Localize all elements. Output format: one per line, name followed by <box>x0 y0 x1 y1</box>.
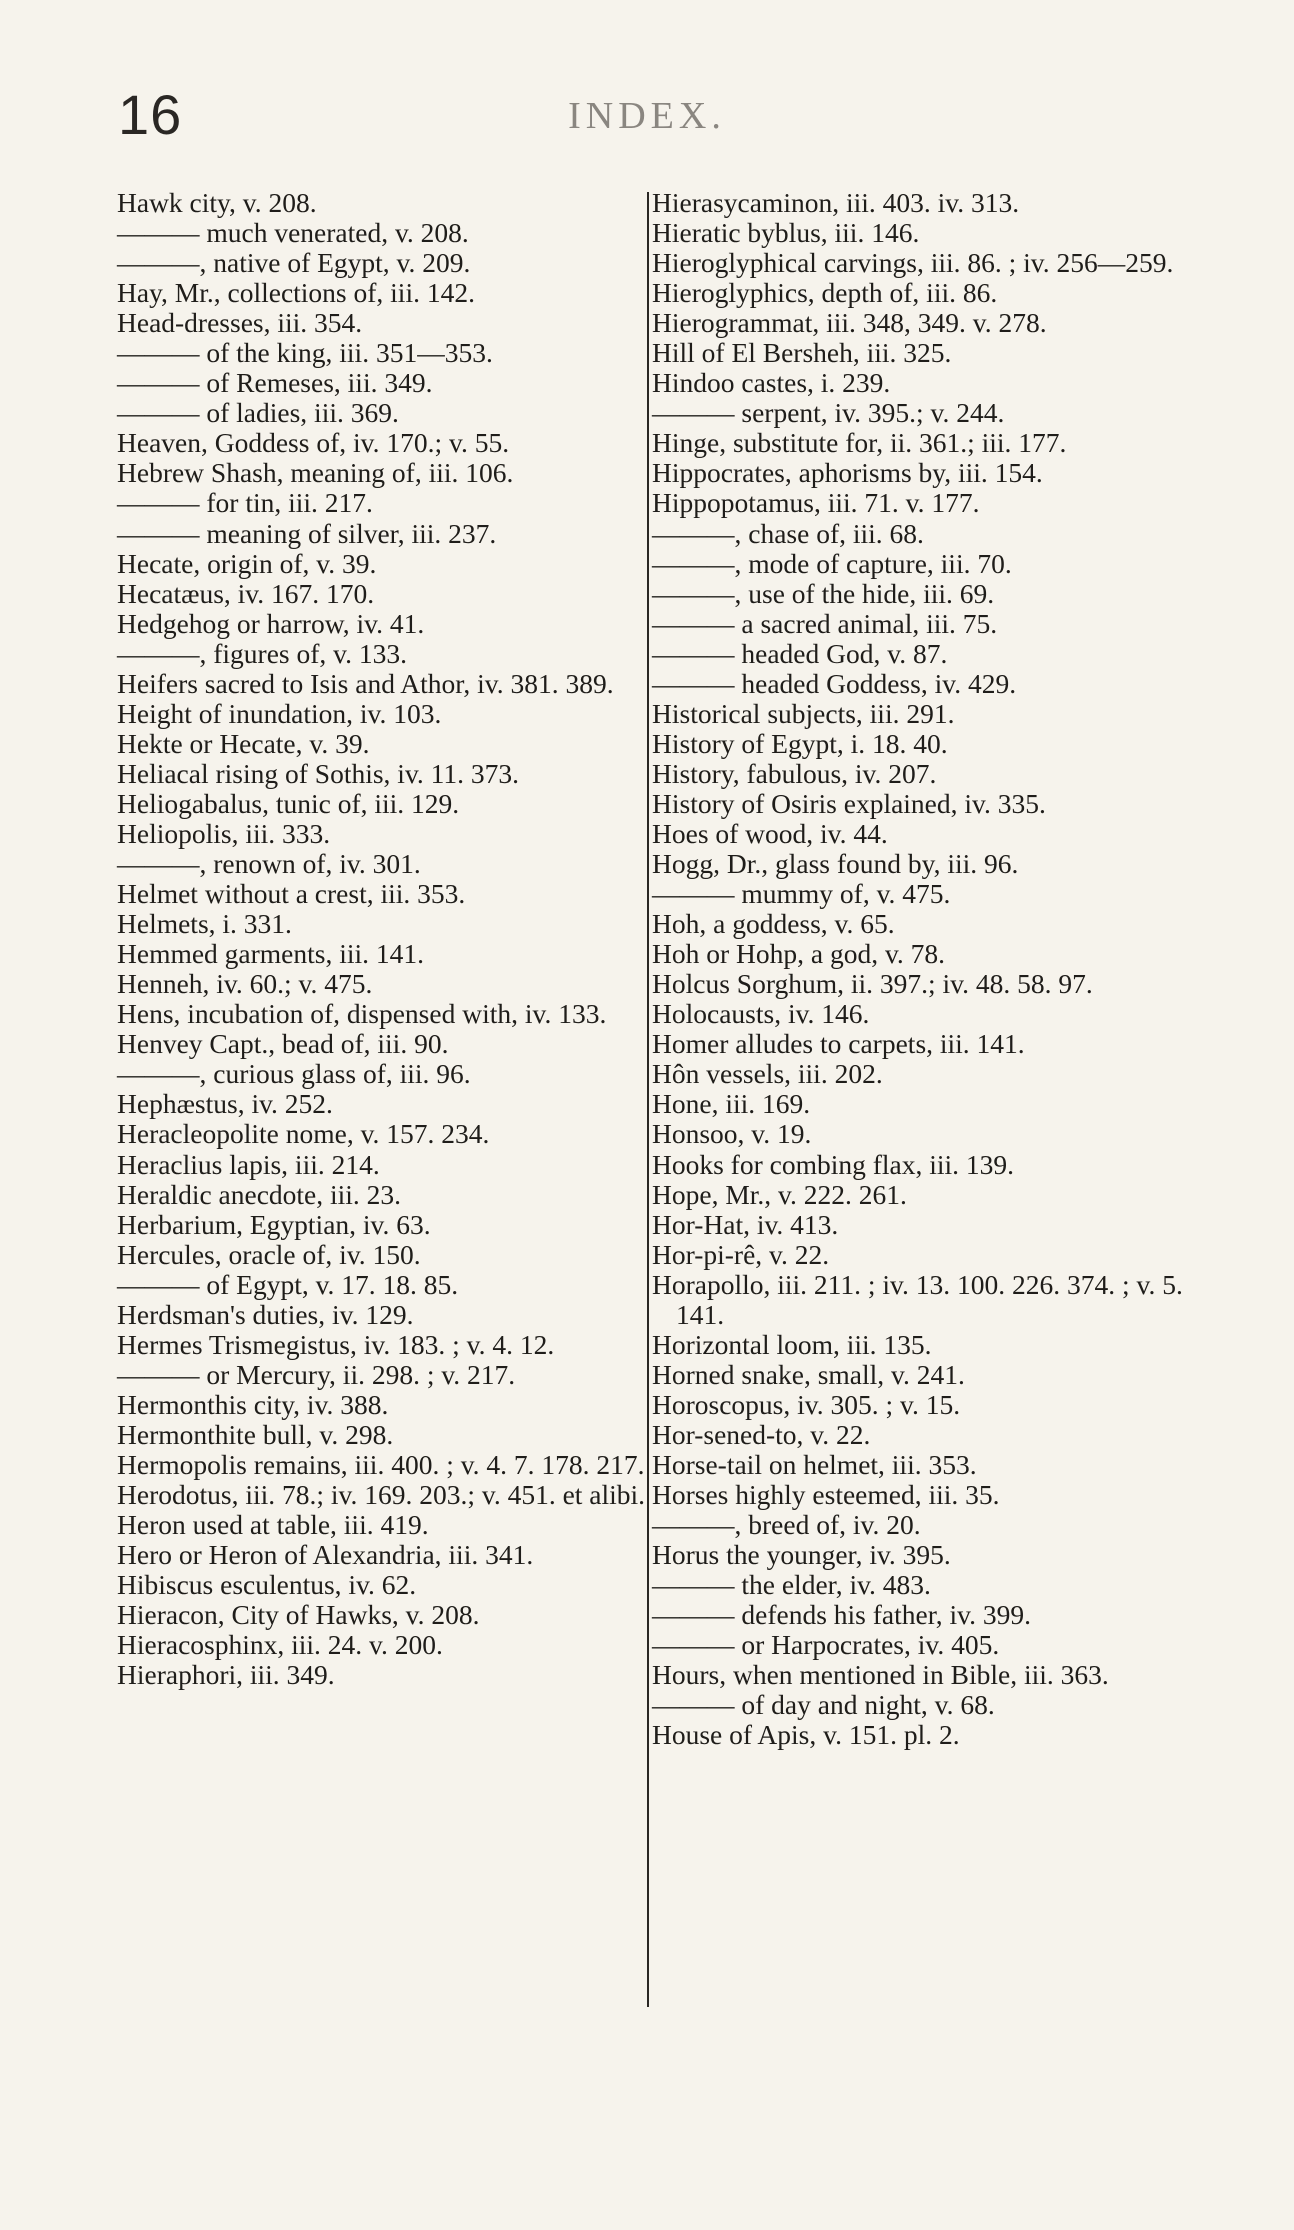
index-entry: Head-dresses, iii. 354. <box>117 307 363 339</box>
index-entry: Hor-Hat, iv. 413. <box>652 1208 839 1240</box>
index-entry: ——— or Harpocrates, iv. 405. <box>652 1629 1000 1661</box>
index-entry: Horapollo, iii. 211. ; iv. 13. 100. 226. 374. ; v. 5. 141. <box>652 1268 1183 1330</box>
index-entry: ——— of ladies, iii. 369. <box>117 397 399 429</box>
index-entry: ——— of Egypt, v. 17. 18. 85. <box>117 1268 459 1300</box>
index-entry: Heraclius lapis, iii. 214. <box>117 1148 380 1180</box>
index-entry: Height of inundation, iv. 103. <box>117 697 442 729</box>
index-entry: Hieraphori, iii. 349. <box>117 1659 335 1691</box>
index-entry: Hieroglyphical carvings, iii. 86. ; iv. 256—259. <box>652 247 1174 279</box>
index-entry: ——— headed Goddess, iv. 429. <box>652 667 1017 699</box>
index-entry: ——— of Remeses, iii. 349. <box>117 367 433 399</box>
index-entry: History of Osiris explained, iv. 335. <box>652 787 1046 819</box>
index-entry: Honsoo, v. 19. <box>652 1118 812 1150</box>
index-entry: Hill of El Bersheh, iii. 325. <box>652 337 952 369</box>
index-entry: Hindoo castes, i. 239. <box>652 367 891 399</box>
index-entry: Hermes Trismegistus, iv. 183. ; v. 4. 12. <box>117 1328 555 1360</box>
index-entry: Historical subjects, iii. 291. <box>652 697 955 729</box>
index-entry: Hoes of wood, iv. 44. <box>652 817 888 849</box>
index-entry: ———, native of Egypt, v. 209. <box>117 247 471 279</box>
index-entry: Hierogrammat, iii. 348, 349. v. 278. <box>652 307 1047 339</box>
index-entry: Hermonthis city, iv. 388. <box>117 1388 389 1420</box>
index-entry: ——— serpent, iv. 395.; v. 244. <box>652 397 1005 429</box>
index-entry: Hay, Mr., collections of, iii. 142. <box>117 277 475 309</box>
index-column-left <box>117 188 657 1690</box>
index-entry: Heracleopolite nome, v. 157. 234. <box>117 1118 490 1150</box>
index-entry: Heaven, Goddess of, iv. 170.; v. 55. <box>117 427 510 459</box>
index-entry: Hieracosphinx, iii. 24. v. 200. <box>117 1629 443 1661</box>
index-entry: Hibiscus esculentus, iv. 62. <box>117 1569 417 1601</box>
page-number: 16 <box>118 83 183 146</box>
index-entry: Horizontal loom, iii. 135. <box>652 1328 932 1360</box>
index-entry: Hoh, a goddess, v. 65. <box>652 908 895 940</box>
index-entry: ———, chase of, iii. 68. <box>652 517 924 549</box>
index-entry: ——— the elder, iv. 483. <box>652 1569 931 1601</box>
index-entry: Hecatæus, iv. 167. 170. <box>117 577 375 609</box>
index-entry: Horses highly esteemed, iii. 35. <box>652 1479 1000 1511</box>
index-entry: Horoscopus, iv. 305. ; v. 15. <box>652 1388 961 1420</box>
running-head: INDEX. <box>568 95 726 137</box>
index-entry: Herodotus, iii. 78.; iv. 169. 203.; v. 451. et alibi. <box>117 1479 646 1511</box>
index-entry: Hieratic byblus, iii. 146. <box>652 217 920 249</box>
index-entry: Heliopolis, iii. 333. <box>117 817 331 849</box>
index-entry: Hermopolis remains, iii. 400. ; v. 4. 7. 178. 217. <box>117 1448 645 1480</box>
index-column-right <box>652 188 1212 1750</box>
index-entry: Holcus Sorghum, ii. 397.; iv. 48. 58. 97. <box>652 968 1093 1000</box>
index-entry: Heliogabalus, tunic of, iii. 129. <box>117 787 460 819</box>
column-divider <box>647 192 649 2007</box>
index-entry: Heraldic anecdote, iii. 23. <box>117 1178 402 1210</box>
index-entry: Heliacal rising of Sothis, iv. 11. 373. <box>117 757 520 789</box>
index-entry: Hôn vessels, iii. 202. <box>652 1058 883 1090</box>
index-entry: Hours, when mentioned in Bible, iii. 363. <box>652 1659 1109 1691</box>
index-entry: ——— of day and night, v. 68. <box>652 1689 995 1721</box>
index-entry: ———, breed of, iv. 20. <box>652 1509 921 1541</box>
index-entry: Horned snake, small, v. 241. <box>652 1358 965 1390</box>
index-entry: Hedgehog or harrow, iv. 41. <box>117 607 425 639</box>
index-entry: Hogg, Dr., glass found by, iii. 96. <box>652 848 1019 880</box>
index-entry: Henvey Capt., bead of, iii. 90. <box>117 1028 449 1060</box>
index-entry: House of Apis, v. 151. pl. 2. <box>652 1719 960 1751</box>
index-entry: Hephæstus, iv. 252. <box>117 1088 333 1120</box>
index-entry: Horus the younger, iv. 395. <box>652 1539 951 1571</box>
index-entry: Homer alludes to carpets, iii. 141. <box>652 1028 1025 1060</box>
index-entry: Hawk city, v. 208. <box>117 187 317 218</box>
index-entry: Hierasycaminon, iii. 403. iv. 313. <box>652 187 1020 218</box>
index-entry: ———, use of the hide, iii. 69. <box>652 577 995 609</box>
index-entry: History, fabulous, iv. 207. <box>652 757 937 789</box>
index-entry: History of Egypt, i. 18. 40. <box>652 727 948 759</box>
index-entry: Herbarium, Egyptian, iv. 63. <box>117 1208 431 1240</box>
index-entry: Hero or Heron of Alexandria, iii. 341. <box>117 1539 534 1571</box>
index-entry: ———, mode of capture, iii. 70. <box>652 547 1012 579</box>
index-entry: Hercules, oracle of, iv. 150. <box>117 1238 421 1270</box>
index-entry: ———, figures of, v. 133. <box>117 637 407 669</box>
index-entry: Hecate, origin of, v. 39. <box>117 547 377 579</box>
index-entry: Hooks for combing flax, iii. 139. <box>652 1148 1015 1180</box>
index-entry: Hekte or Hecate, v. 39. <box>117 727 370 759</box>
index-entry: ——— mummy of, v. 475. <box>652 878 951 910</box>
index-entry: Helmet without a crest, iii. 353. <box>117 878 466 910</box>
index-entry: ——— much venerated, v. 208. <box>117 217 469 249</box>
index-entry: ——— defends his father, iv. 399. <box>652 1599 1031 1631</box>
index-entry: Hope, Mr., v. 222. 261. <box>652 1178 907 1210</box>
index-entry: Heron used at table, iii. 419. <box>117 1509 429 1541</box>
index-entry: ———, renown of, iv. 301. <box>117 848 421 880</box>
index-entry: ——— of the king, iii. 351—353. <box>117 337 493 369</box>
index-entry: Hieroglyphics, depth of, iii. 86. <box>652 277 998 309</box>
index-entry: ——— headed God, v. 87. <box>652 637 948 669</box>
index-entry: Hinge, substitute for, ii. 361.; iii. 177. <box>652 427 1067 459</box>
index-entry: Hemmed garments, iii. 141. <box>117 938 425 970</box>
index-entry: ———, curious glass of, iii. 96. <box>117 1058 471 1090</box>
index-entry: Hone, iii. 169. <box>652 1088 811 1120</box>
index-entry: ——— meaning of silver, iii. 237. <box>117 517 497 549</box>
index-entry: Herdsman's duties, iv. 129. <box>117 1298 414 1330</box>
index-entry: ——— for tin, iii. 217. <box>117 487 373 519</box>
index-entry: Horse-tail on helmet, iii. 353. <box>652 1448 977 1480</box>
index-entry: Holocausts, iv. 146. <box>652 998 870 1030</box>
index-entry: Heifers sacred to Isis and Athor, iv. 381. 389. <box>117 667 614 699</box>
index-entry: Hieracon, City of Hawks, v. 208. <box>117 1599 480 1631</box>
index-entry: Hor-pi-rê, v. 22. <box>652 1238 830 1270</box>
index-entry: Hens, incubation of, dispensed with, iv. 133. <box>117 998 607 1030</box>
index-entry: Hippocrates, aphorisms by, iii. 154. <box>652 457 1043 489</box>
index-entry: Henneh, iv. 60.; v. 475. <box>117 968 373 1000</box>
index-entry: ——— a sacred animal, iii. 75. <box>652 607 998 639</box>
index-entry: Hor-sened-to, v. 22. <box>652 1418 871 1450</box>
index-entry: Hermonthite bull, v. 298. <box>117 1418 394 1450</box>
index-entry: Helmets, i. 331. <box>117 908 292 940</box>
index-entry: Hippopotamus, iii. 71. v. 177. <box>652 487 980 519</box>
index-entry: ——— or Mercury, ii. 298. ; v. 217. <box>117 1358 516 1390</box>
index-entry: Hebrew Shash, meaning of, iii. 106. <box>117 457 514 489</box>
index-entry: Hoh or Hohp, a god, v. 78. <box>652 938 946 970</box>
